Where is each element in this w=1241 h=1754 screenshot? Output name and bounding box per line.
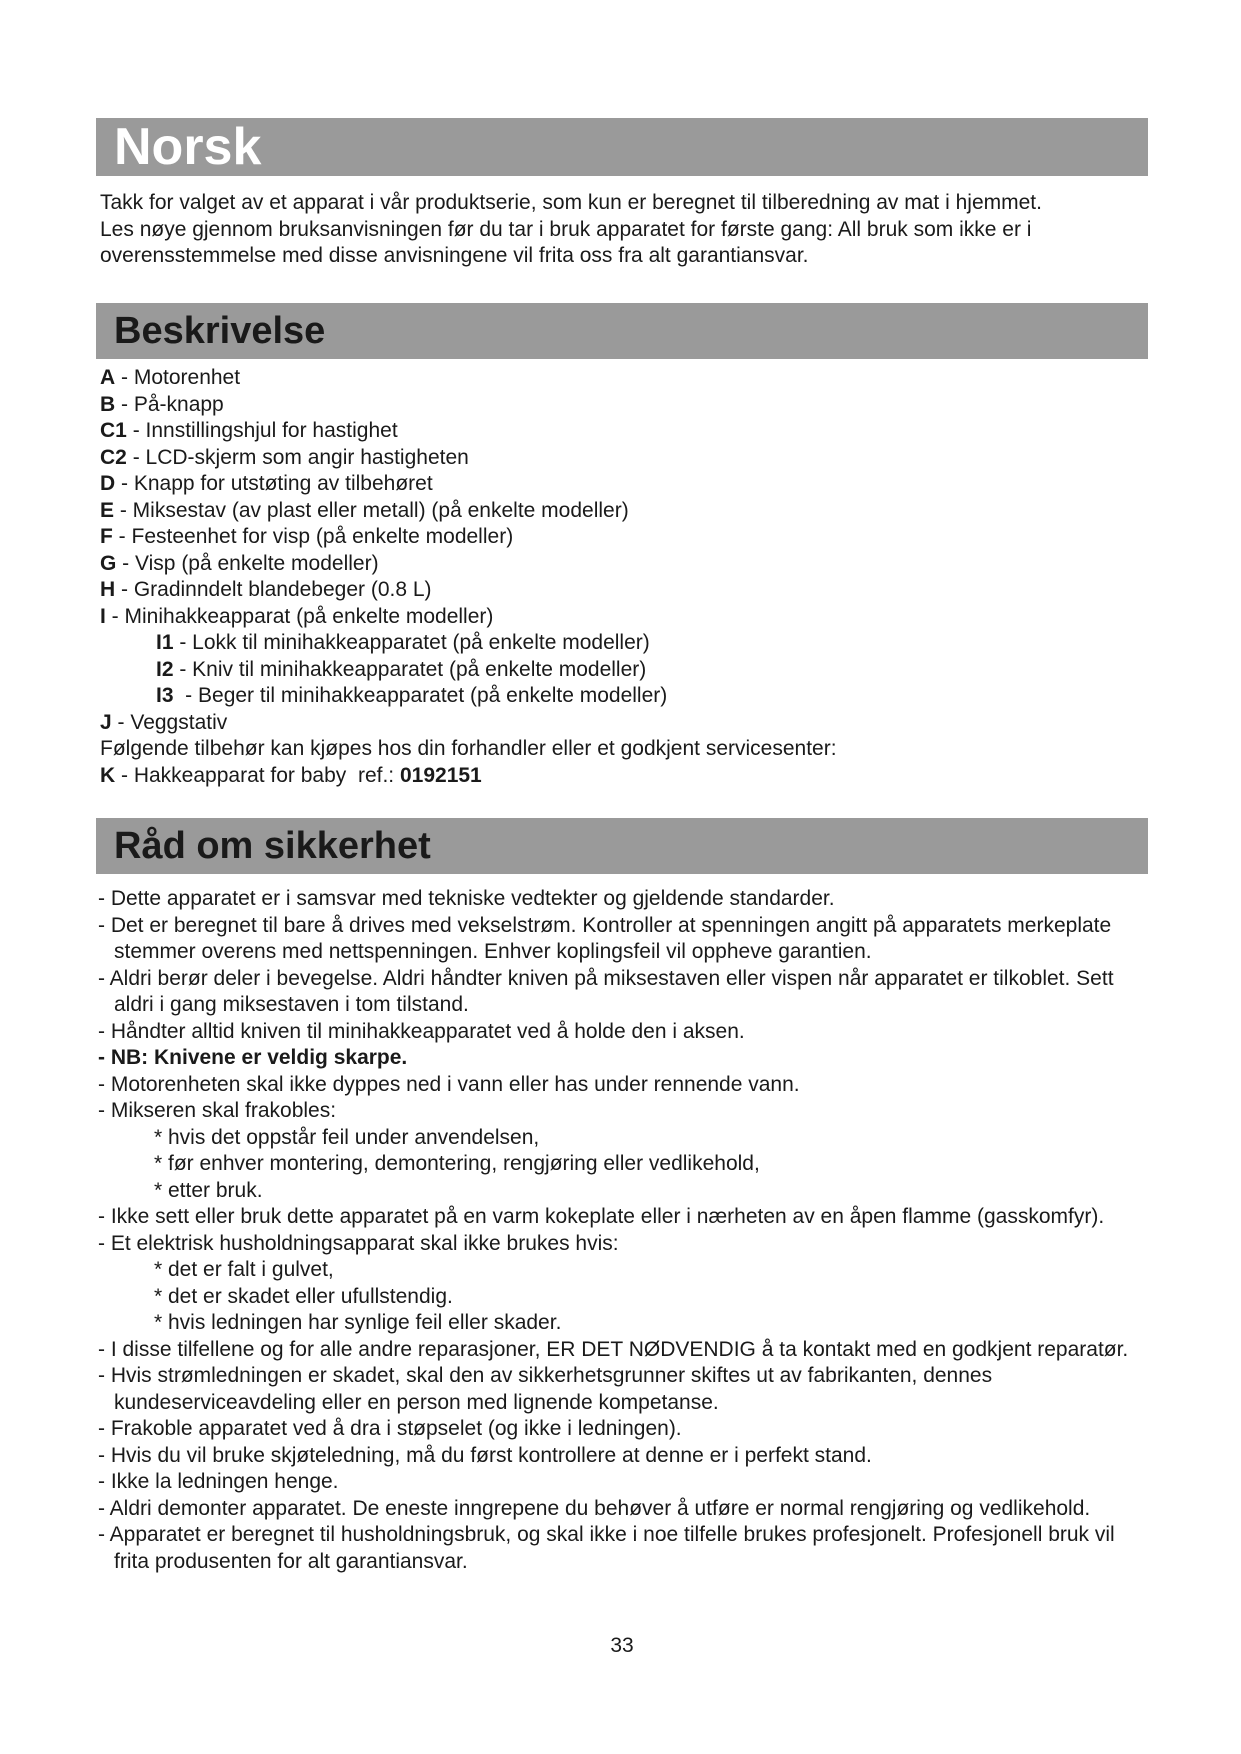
list-item: E - Miksestav (av plast eller metall) (på enkelte modeller)	[100, 498, 629, 522]
safety-subitem: * det er skadet eller ufullstendig.	[154, 1284, 453, 1308]
safety-item: - Ikke la ledningen henge.	[98, 1470, 339, 1493]
list-item: F - Festeenhet for visp (på enkelte modeller)	[100, 525, 514, 548]
list-item: B - På-knapp	[100, 392, 224, 416]
safety-subitem: * det er falt i gulvet,	[154, 1258, 334, 1281]
list-item: C1 - Innstillingshjul for hastighet	[100, 419, 398, 442]
safety-item: - Hvis strømledningen er skadet, skal den av sikkerhetsgrunner skiftes ut av fabrikanten, dennes kundeserviceavdeling eller en person med lignende kompetanse.	[98, 1364, 993, 1414]
safety-list	[98, 886, 1148, 1575]
list-item: I - Minihakkeapparat (på enkelte modeller)	[100, 604, 494, 628]
reference-number: 0192151	[399, 763, 482, 787]
safety-subitem: * hvis det oppstår feil under anvendelsen,	[154, 1125, 540, 1149]
safety-item: - Håndter alltid kniven til minihakkeapparatet ved å holde den i aksen.	[98, 1019, 745, 1043]
description-heading: Beskrivelse	[96, 303, 1148, 359]
intro-text	[100, 190, 1145, 270]
safety-item: - Hvis du vil bruke skjøteledning, må du først kontrollere at denne er i perfekt stand.	[98, 1443, 872, 1467]
safety-subitem: * før enhver montering, demontering, rengjøring eller vedlikehold,	[154, 1152, 760, 1175]
accessory-item: K - Hakkeapparat for baby ref.: 0192151	[100, 763, 482, 787]
description-list	[100, 365, 1145, 789]
safety-item: - Ikke sett eller bruk dette apparatet på en varm kokeplate eller i nærheten av en åpen flamme (gasskomfyr).	[98, 1205, 1105, 1228]
safety-item: - Et elektrisk husholdningsapparat skal ikke brukes hvis:	[98, 1231, 619, 1255]
safety-item: - Dette apparatet er i samsvar med tekniske vedtekter og gjeldende standarder.	[98, 887, 835, 910]
list-item: J - Veggstativ	[100, 710, 228, 734]
list-item: C2 - LCD-skjerm som angir hastigheten	[100, 445, 469, 469]
safety-item: - Frakoble apparatet ved å dra i støpselet (og ikke i ledningen).	[98, 1417, 682, 1440]
page-number: 33	[610, 1634, 634, 1657]
safety-heading: Råd om sikkerhet	[96, 818, 1148, 874]
intro-paragraph-1: Takk for valget av et apparat i vår produktserie, som kun er beregnet til tilberedning av mat i hjemmet.	[100, 191, 1042, 214]
safety-item: - Aldri demonter apparatet. De eneste inngrepene du behøver å utføre er normal rengjøring og vedlikehold.	[98, 1496, 1091, 1520]
safety-warning: - NB: Knivene er veldig skarpe.	[98, 1046, 408, 1069]
safety-item: - Apparatet er beregnet til husholdningsbruk, og skal ikke i noe tilfelle brukes profesjonelt. Profesjonell bruk vil frita produsenten for alt garantiansvar.	[98, 1523, 1115, 1573]
safety-item: - I disse tilfellene og for alle andre reparasjoner, ER DET NØDVENDIG å ta kontakt med en godkjent reparatør.	[98, 1337, 1129, 1361]
intro-paragraph-2: Les nøye gjennom bruksanvisningen før du tar i bruk apparatet for første gang: All bruk som ikke er i overensstemmelse med disse anvisningene vil frita oss fra alt garantiansvar.	[100, 217, 1032, 267]
safety-subitem: * etter bruk.	[154, 1178, 263, 1202]
list-item: A - Motorenhet	[100, 366, 241, 389]
list-subitem: I2 - Kniv til minihakkeapparatet (på enkelte modeller)	[156, 657, 647, 681]
safety-item: - Det er beregnet til bare å drives med vekselstrøm. Kontroller at spenningen angitt på apparatets merkeplate stemmer overens med nettspenningen. Enhver koplingsfeil vil oppheve garantien.	[98, 913, 1112, 963]
list-item: H - Gradinndelt blandebeger (0.8 L)	[100, 578, 432, 601]
list-item: D - Knapp for utstøting av tilbehøret	[100, 472, 433, 495]
list-subitem: I3 - Beger til minihakkeapparatet (på enkelte modeller)	[156, 684, 668, 707]
safety-item: - Aldri berør deler i bevegelse. Aldri håndter kniven på miksestaven eller vispen når apparatet er tilkoblet. Sett aldri i gang miksestaven i tom tilstand.	[98, 966, 1114, 1016]
list-item: G - Visp (på enkelte modeller)	[100, 551, 379, 575]
language-title: Norsk	[96, 118, 1148, 176]
safety-subitem: * hvis ledningen har synlige feil eller skader.	[154, 1311, 562, 1334]
list-subitem: I1 - Lokk til minihakkeapparatet (på enkelte modeller)	[156, 631, 650, 654]
accessory-note: Følgende tilbehør kan kjøpes hos din forhandler eller et godkjent servicesenter:	[100, 737, 837, 760]
safety-item: - Motorenheten skal ikke dyppes ned i vann eller has under rennende vann.	[98, 1072, 800, 1096]
safety-item: - Mikseren skal frakobles:	[98, 1099, 337, 1122]
